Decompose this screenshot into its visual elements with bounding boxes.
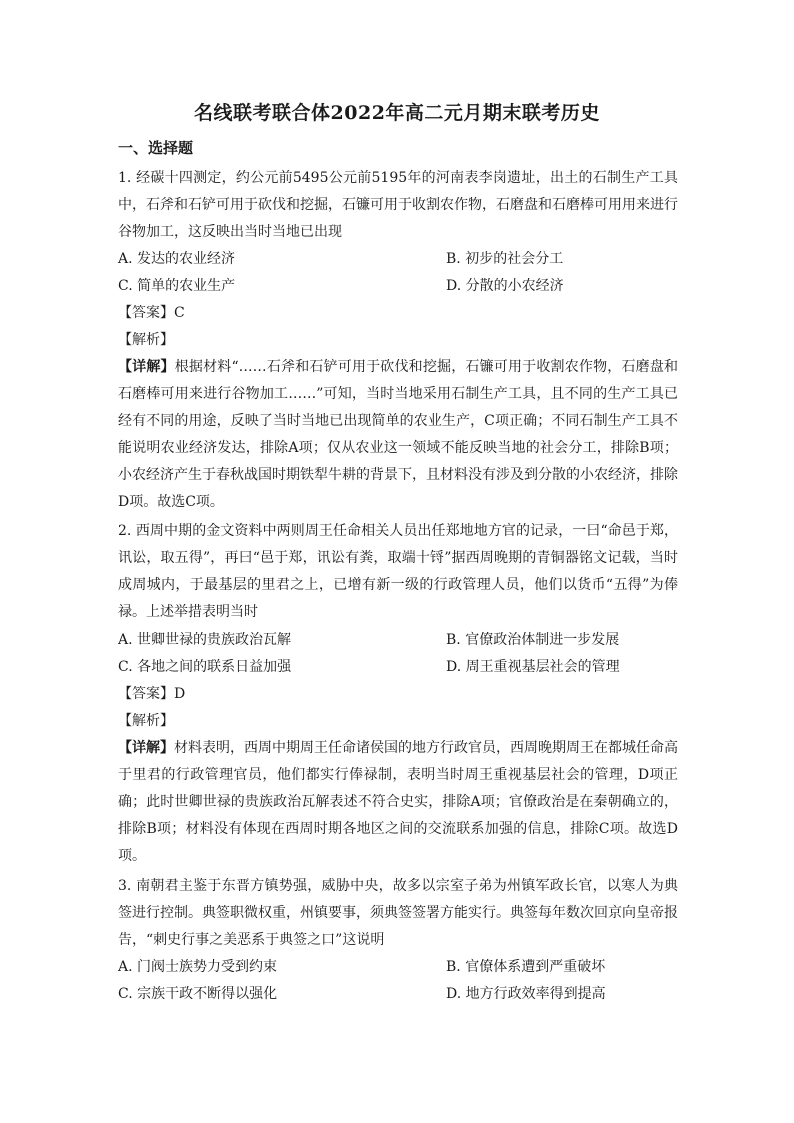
question-1-option-b: B. 初步的社会分工 bbox=[446, 251, 564, 267]
question-3-option-d: D. 地方行政效率得到提高 bbox=[446, 986, 606, 1002]
question-3-option-a: A. 门阀士族势力受到约束 bbox=[118, 959, 278, 975]
question-2-option-b: B. 官僚政治体制进一步发展 bbox=[446, 632, 620, 648]
question-3-stem: 3. 南朝君主鉴于东晋方镇势强，威胁中央，故多以宗室子弟为州镇军政长官，以寒人为典签进行控制。典签职微权重，州镇要事，须典签签署方能实行。典签每年数次回京向皇帝报告，“刺史行事之美恶系于典签之口”这说明 bbox=[118, 878, 678, 948]
section-heading: 一、选择题 bbox=[118, 139, 194, 157]
page-title: 名线联考联合体2022年高二元月期末联考历史 bbox=[194, 102, 600, 124]
question-2-answer: 【答案】D bbox=[118, 686, 186, 702]
question-1-option-d: D. 分散的小农经济 bbox=[446, 278, 564, 294]
question-3-option-b: B. 官僚体系遭到严重破坏 bbox=[446, 959, 606, 975]
question-2-detail bbox=[118, 735, 678, 870]
question-1-stem: 1. 经碳十四测定，约公元前5495公元前5195年的河南表李岗遗址，出土的石制生产工具中，石斧和石铲可用于砍伐和挖掘，石镰可用于收割农作物，石磨盘和石磨棒可用用来进行谷物加工，这反映出当时当地已出现 bbox=[118, 170, 678, 240]
question-1-answer: 【答案】C bbox=[118, 305, 185, 321]
question-1-detail-tag: 【详解】 bbox=[118, 359, 175, 375]
question-1-detail bbox=[118, 354, 678, 516]
question-1-analysis-label: 【解析】 bbox=[118, 332, 174, 348]
question-2-option-c: C. 各地之间的联系日益加强 bbox=[118, 659, 292, 675]
question-1-option-c: C. 简单的农业生产 bbox=[118, 278, 236, 294]
question-2-detail-tag: 【详解】 bbox=[118, 740, 174, 756]
question-2-option-d: D. 周王重视基层社会的管理 bbox=[446, 659, 620, 675]
question-2-analysis-label: 【解析】 bbox=[118, 713, 174, 729]
question-2-detail-text: 材料表明，西周中期周王任命诸侯国的地方行政官员，西周晚期周王在都城任命高于里君的行政管理官员，他们都实行俸禄制，表明当时周王重视基层社会的管理，D项正确；此时世卿世禄的贵族政治瓦解表述不符合史实，排除A项；官僚政治是在秦朝确立的，排除B项；材料没有体现在西周时期各地区之间的交流联系加强的信息，排除C项。故选D项。 bbox=[118, 740, 678, 864]
question-1-detail-text: 根据材料“……石斧和石铲可用于砍伐和挖掘，石镰可用于收割农作物，石磨盘和石磨棒可用来进行谷物加工……”可知，当时当地采用石制生产工具，且不同的生产工具已经有不同的用途，反映了当时当地已出现简单的农业生产，C项正确；不同石制生产工具不能说明农业经济发达，排除A项；仅从农业这一领域不能反映当地的社会分工，排除B项；小农经济产生于春秋战国时期铁犁牛耕的背景下，且材料没有涉及到分散的小农经济，排除D项。故选C项。 bbox=[118, 359, 679, 510]
question-2-stem: 2. 西周中期的金文资料中两则周王任命相关人员出任郑地地方官的记录，一曰“命邑于郑，讯讼，取五得”，再曰“邑于郑，讯讼有粪，取端十锊”据西周晚期的青铜器铭文记载，当时成周城内，于最基层的里君之上，已增有新一级的行政管理人员，他们以货币“五得”为俸禄。上述举措表明当时 bbox=[118, 523, 678, 620]
question-2-option-a: A. 世卿世禄的贵族政治瓦解 bbox=[118, 632, 292, 648]
question-1-option-a: A. 发达的农业经济 bbox=[118, 251, 236, 267]
question-3-option-c: C. 宗族干政不断得以强化 bbox=[118, 986, 278, 1002]
